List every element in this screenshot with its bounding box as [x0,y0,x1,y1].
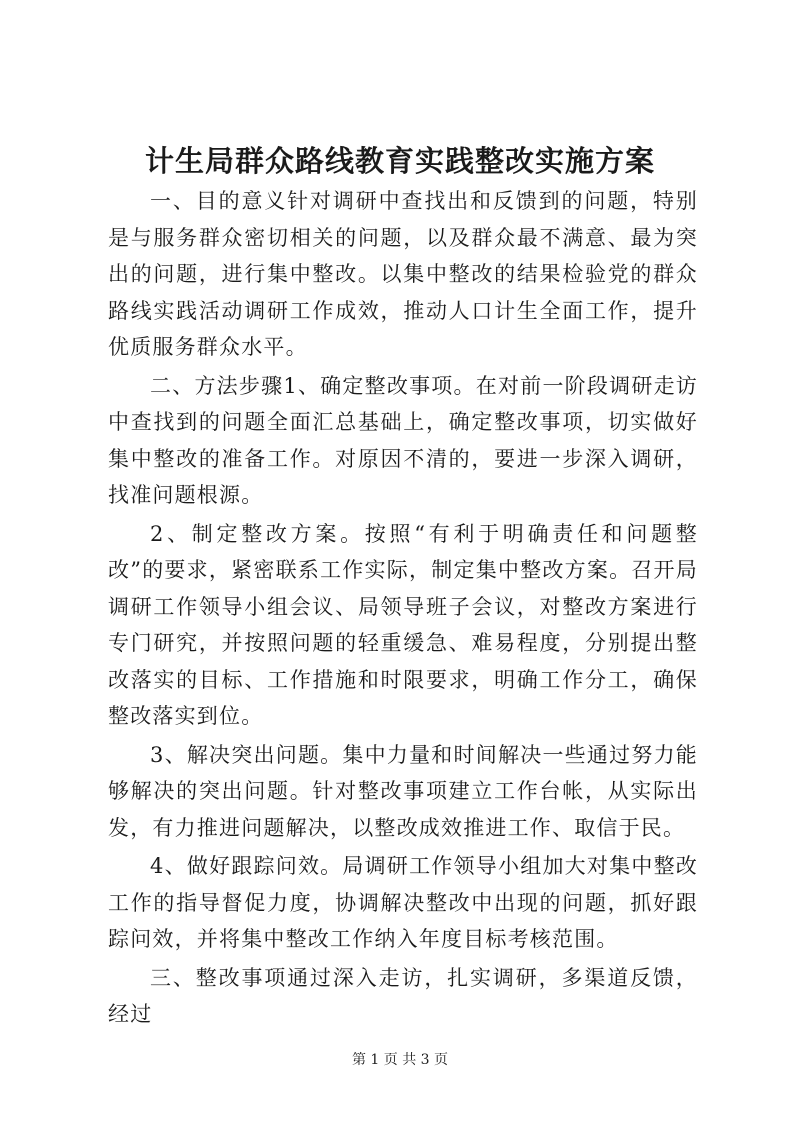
paragraph-method-step-2: 2、制定整改方案。按照“有利于明确责任和问题整改”的要求，紧密联系工作实际，制定集中整改方案。召开局调研工作领导小组会议、局领导班子会议，对整改方案进行专门研究，并按照问题的轻重缓急、难易程度，分别提出整改落实的目标、工作措施和时限要求，明确工作分工，确保整改落实到位。 [108,521,698,728]
paragraph-purpose: 一、目的意义针对调研中查找出和反馈到的问题，特别是与服务群众密切相关的问题，以及群众最不满意、最为突出的问题，进行集中整改。以集中整改的结果检验党的群众路线实践活动调研工作成效，推动人口计生全面工作，提升优质服务群众水平。 [108,189,698,359]
document-title: 计生局群众路线教育实践整改实施方案 [144,144,655,178]
paragraph-method-step-1: 二、方法步骤1、确定整改事项。在对前一阶段调研走访中查找到的问题全面汇总基础上，确定整改事项，切实做好集中整改的准备工作。对原因不清的，要进一步深入调研，找准问题根源。 [108,373,698,507]
paragraph-method-step-3: 3、解决突出问题。集中力量和时间解决一些通过努力能够解决的突出问题。针对整改事项建立工作台帐，从实际出发，有力推进问题解决，以整改成效推进工作、取信于民。 [108,742,698,840]
page-number: 第 1 页 共 3 页 [351,1052,449,1068]
paragraph-method-step-4: 4、做好跟踪问效。局调研工作领导小组加大对集中整改工作的指导督促力度，协调解决整改中出现的问题，抓好跟踪问效，并将集中整改工作纳入年度目标考核范围。 [108,854,698,951]
paragraph-rectification-items: 三、整改事项通过深入走访，扎实调研，多渠道反馈，经过 [108,965,698,1026]
document-body [108,183,698,1035]
